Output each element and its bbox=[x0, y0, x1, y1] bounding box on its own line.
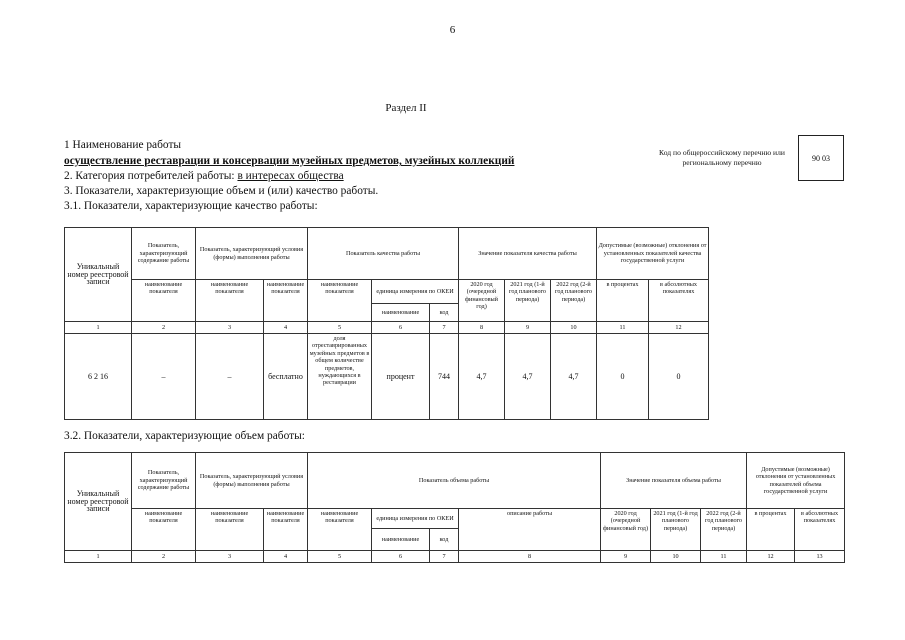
t2-colnum: 1 bbox=[65, 551, 132, 563]
t1-colnum: 12 bbox=[649, 322, 709, 334]
t1-cell-unique: 6 2 16 bbox=[65, 334, 132, 420]
t1-colnum: 1 bbox=[65, 322, 132, 334]
t1-header-unit: единица измерения по ОКЕИ bbox=[372, 280, 459, 304]
t1-header-condition1-name: наименование показателя bbox=[196, 280, 264, 322]
t1-cell-condition1: – bbox=[196, 334, 264, 420]
t2-colnum: 6 bbox=[372, 551, 430, 563]
t2-header-deviation: Допустимые (возможные) отклонения от установленных показателей объема государственной услуги bbox=[747, 453, 845, 509]
t2-header-unique: Уникальный номер реестровой записи bbox=[65, 453, 132, 551]
t2-header-unit-code: код bbox=[430, 529, 459, 551]
t1-header-quality: Показатель качества работы bbox=[308, 228, 459, 280]
t2-header-conditions: Показатель, характеризующий условия (формы) выполнения работы bbox=[196, 453, 308, 509]
t1-header-year2020: 2020 год (очередной финансовый год) bbox=[459, 280, 505, 322]
t2-colnum: 7 bbox=[430, 551, 459, 563]
t1-colnum: 8 bbox=[459, 322, 505, 334]
consumer-category-label: 2. Категория потребителей работы: bbox=[64, 170, 238, 182]
t2-header-year2021: 2021 год (1-й год планового периода) bbox=[651, 509, 701, 551]
section-title: Раздел II bbox=[385, 102, 427, 114]
indicators-heading: 3. Показатели, характеризующие объем и (или) качество работы. bbox=[64, 185, 379, 197]
t2-header-values: Значение показателя объема работы bbox=[601, 453, 747, 509]
t1-colnum: 4 bbox=[264, 322, 308, 334]
t2-colnum: 8 bbox=[459, 551, 601, 563]
consumer-category bbox=[64, 170, 344, 182]
t2-header-volume: Показатель объема работы bbox=[308, 453, 601, 509]
t2-colnum: 3 bbox=[196, 551, 264, 563]
t1-cell-v2020: 4,7 bbox=[459, 334, 505, 420]
t2-header-unit-name: наименование bbox=[372, 529, 430, 551]
volume-heading: 3.2. Показатели, характеризующие объем работы: bbox=[64, 430, 305, 442]
quality-heading: 3.1. Показатели, характеризующие качество работы: bbox=[64, 200, 318, 212]
t1-cell-content: – bbox=[132, 334, 196, 420]
t1-header-conditions: Показатель, характеризующий условия (формы) выполнения работы bbox=[196, 228, 308, 280]
t1-cell-code: 744 bbox=[430, 334, 459, 420]
quality-table bbox=[64, 227, 709, 420]
t1-header-content: Показатель, характеризующий содержание работы bbox=[132, 228, 196, 280]
t1-cell-unit: процент bbox=[372, 334, 430, 420]
registry-code-box bbox=[798, 135, 844, 181]
t1-header-year2021: 2021 год (1-й год планового периода) bbox=[505, 280, 551, 322]
t1-cell-v2021: 4,7 bbox=[505, 334, 551, 420]
t2-header-year2020: 2020 год (очередной финансовый год) bbox=[601, 509, 651, 551]
t1-cell-v2022: 4,7 bbox=[551, 334, 597, 420]
registry-code-value: 90 03 bbox=[812, 153, 830, 163]
t1-colnum: 9 bbox=[505, 322, 551, 334]
table-row bbox=[65, 334, 709, 420]
t1-header-unit-name: наименование bbox=[372, 304, 430, 322]
t2-header-condition1-name: наименование показателя bbox=[196, 509, 264, 551]
t2-header-content-name: наименование показателя bbox=[132, 509, 196, 551]
t2-header-year2022: 2022 год (2-й год планового периода) bbox=[701, 509, 747, 551]
t1-colnum: 2 bbox=[132, 322, 196, 334]
t2-header-indicator-name: наименование показателя bbox=[308, 509, 372, 551]
t1-colnum: 10 bbox=[551, 322, 597, 334]
t2-colnum: 9 bbox=[601, 551, 651, 563]
t2-header-condition2-name: наименование показателя bbox=[264, 509, 308, 551]
t1-header-content-name: наименование показателя bbox=[132, 280, 196, 322]
work-name-label: 1 Наименование работы bbox=[64, 139, 182, 151]
page-number: 6 bbox=[449, 24, 456, 36]
t1-cell-percent: 0 bbox=[597, 334, 649, 420]
volume-table bbox=[64, 452, 845, 563]
t2-header-description: описание работы bbox=[459, 509, 601, 551]
t1-header-percent: в процентах bbox=[597, 280, 649, 322]
t2-colnum: 13 bbox=[795, 551, 845, 563]
t1-header-values: Значение показателя качества работы bbox=[459, 228, 597, 280]
t1-colnum: 11 bbox=[597, 322, 649, 334]
t2-colnum: 4 bbox=[264, 551, 308, 563]
work-name-value bbox=[64, 155, 514, 167]
consumer-category-value: в интересах общества bbox=[237, 170, 344, 182]
t2-header-absolute: в абсолютных показателях bbox=[795, 509, 845, 551]
t1-cell-indicator: доля отреставрированных музейных предметов в общем количестве предметов, нуждающихся в реставрации bbox=[308, 334, 372, 420]
t1-colnum: 3 bbox=[196, 322, 264, 334]
t2-colnum: 12 bbox=[747, 551, 795, 563]
t2-header-percent: в процентах bbox=[747, 509, 795, 551]
registry-code-label: Код по общероссийскому перечню или региональному перечню bbox=[659, 148, 785, 167]
t1-colnum: 5 bbox=[308, 322, 372, 334]
t2-header-content: Показатель, характеризующий содержание работы bbox=[132, 453, 196, 509]
t1-cell-condition2: бесплатно bbox=[264, 334, 308, 420]
work-name-text: осуществление реставрации и консервации музейных предметов, музейных коллекций bbox=[64, 155, 515, 167]
t1-header-condition2-name: наименование показателя bbox=[264, 280, 308, 322]
t1-colnum: 6 bbox=[372, 322, 430, 334]
t2-colnum: 10 bbox=[651, 551, 701, 563]
t1-header-deviation: Допустимые (возможные) отклонения от установленных показателей качества государственной услуги bbox=[597, 228, 709, 280]
t2-colnum: 2 bbox=[132, 551, 196, 563]
t1-colnum: 7 bbox=[430, 322, 459, 334]
t1-header-year2022: 2022 год (2-й год планового периода) bbox=[551, 280, 597, 322]
t2-header-unit: единица измерения по ОКЕИ bbox=[372, 509, 459, 529]
t2-colnum: 5 bbox=[308, 551, 372, 563]
t1-header-unique: Уникальный номер реестровой записи bbox=[65, 228, 132, 322]
t2-colnum: 11 bbox=[701, 551, 747, 563]
t1-header-unit-code: код bbox=[430, 304, 459, 322]
t1-cell-absolute: 0 bbox=[649, 334, 709, 420]
t1-header-absolute: в абсолютных показателях bbox=[649, 280, 709, 322]
t1-header-indicator-name: наименование показателя bbox=[308, 280, 372, 322]
